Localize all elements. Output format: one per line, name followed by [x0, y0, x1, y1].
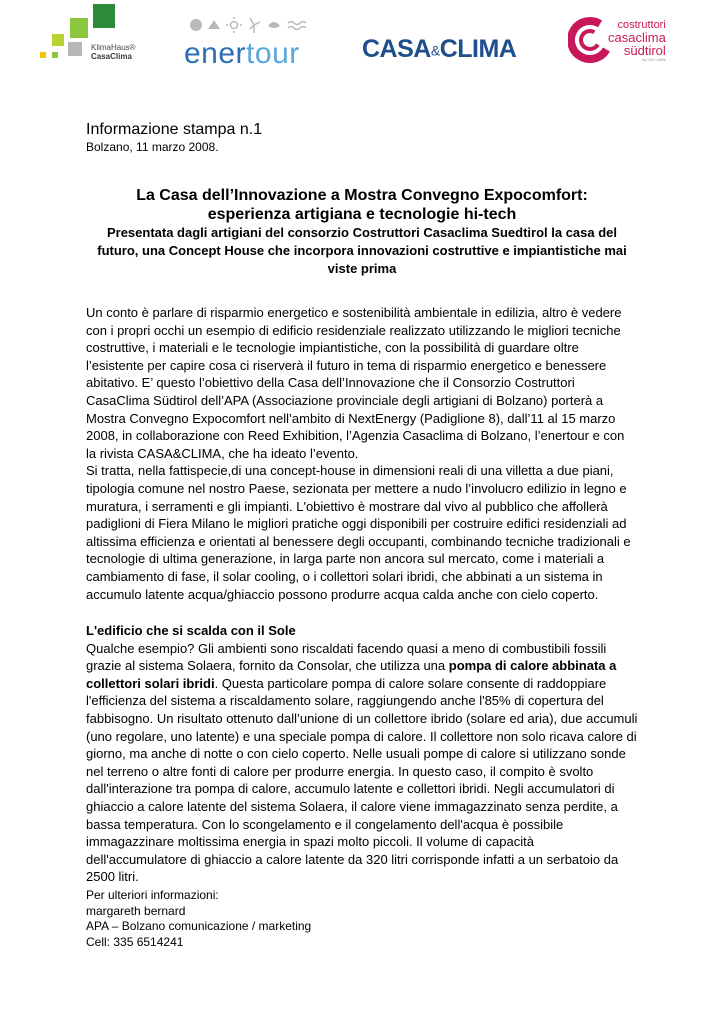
headline-line1: La Casa dell’Innovazione a Mostra Convegno Expocomfort:: [136, 187, 588, 204]
costruttori-casaclima-logo: [568, 12, 668, 74]
costruttori-tagline: by LVH / APA: [642, 57, 666, 62]
enertour-wordmark: [184, 38, 300, 70]
paragraph-solar-heating: [86, 640, 638, 886]
document-title: Informazione stampa n.1: [86, 121, 263, 138]
contact-organization: APA – Bolzano comunicazione / marketing: [86, 919, 312, 933]
casa-clima-magazine-logo: [362, 36, 516, 62]
klimahaus-wordmark: [91, 43, 136, 61]
subheadline: Presentata dagli artigiani del consorzio Costruttori Casaclima Suedtirol la casa del futuro, una Concept House che incorpora innovazioni costruttive e impiantistiche mai viste prima: [97, 225, 627, 276]
enertour-part1: ener: [184, 37, 247, 70]
logo-square-light-green: [70, 18, 88, 38]
contact-phone: Cell: 335 6514241: [86, 934, 184, 949]
costruttori-line3: südtirol: [623, 43, 666, 58]
contact-block: [86, 888, 638, 950]
casaclima-part1: CASA: [362, 35, 431, 63]
headline: [86, 186, 638, 224]
costruttori-wordmark: [608, 20, 666, 63]
section-title: L'edificio che si scalda con il Sole: [86, 623, 296, 639]
paragraph-intro: Un conto è parlare di risparmio energetico e sostenibilità ambientale in edilizia, altro è vedere con i propri occhi un esempio di edificio residenziale realizzato utilizzando le migliori tecniche costruttive, i materiali e le tecnologie impiantistiche, con la possibilità di guardare oltre l’esistente per capire cosa ci riserverà il futuro in tema di risparmio energetico e benessere abitativo. E’ questo l’obiettivo della Casa dell’Innovazione che il Consorzio Costruttori CasaClima Südtirol dell’APA (Associazione provinciale degli artigiani di Bolzano) porterà a Mostra Convegno Expocomfort nell’ambito di NextEnergy (Padiglione 8), dall’11 al 15 marzo 2008, in collaborazione con Reed Exhibition, l’Agenzia Casaclima di Bolzano, l’enertour e con la rivista CASA&CLIMA, che ha ideato l’evento.: [86, 305, 625, 461]
logo-square-yellow: [40, 52, 46, 58]
logo-square-green-small: [52, 52, 58, 58]
press-release-body: [86, 120, 638, 950]
casaclima-amp: &: [430, 42, 440, 59]
logo-square-dark-green: [93, 4, 115, 28]
globe-icon: [190, 19, 202, 31]
casaclima-part2: CLIMA: [439, 35, 517, 63]
contact-name: margareth bernard: [86, 903, 186, 918]
costruttori-line2: casaclima: [608, 30, 666, 45]
klimahaus-line2: CasaClima: [91, 52, 132, 61]
wind-turbine-icon: [250, 18, 260, 33]
paragraph3-text-b: . Questa particolare pompa di calore solare consente di raddoppiare l'efficienza del sistema a riscaldamento solare, raggiungendo anche l'85% di copertura del fabbisogno. Un risultato ottenuto dall’unione di un collettore ibrido (solare ed aria), due accumuli (uno regolare, uno latente) e una speciale pompa di calore. Il collettore non solo ricava calore di giorno, ma anche di notte o con cielo coperto. Nelle usuali pompe di calore si utilizzano sonde nel terreno o altre fonti di calore per produrre energia. In questo caso, il compito è svolto dall'interazione tra pompa di calore, accumulo latente e collettori ibridi. Negli accumulatori di ghiaccio a calore latente del sistema Solaera, il calore viene immagazzinato senza perdite, a bassa temperatura. Con lo scongelamento e il congelamento dell'acqua è possibile immagazzinare moltissima energia in spazi molto piccoli. Il volume di capacità dell'accumulatore di ghiaccio a calore latente da 320 litri corrisponde infatti a un serbatoio da 2500 litri.: [86, 675, 638, 885]
house-icon: [208, 20, 220, 29]
headline-line2: esperienza artigiana e tecnologie hi-tech: [207, 206, 517, 223]
sun-icon: [226, 17, 242, 33]
logo-square-lime: [52, 34, 64, 46]
paragraph3-bold-text: pompa di calore abbinata a collettori solari ibridi: [86, 658, 617, 691]
costruttori-line1: costruttori: [617, 19, 666, 31]
contact-intro: Per ulteriori informazioni:: [86, 888, 219, 902]
klimahaus-casaclima-logo: [38, 4, 136, 70]
enertour-logo: [182, 16, 314, 70]
waves-icon: [288, 22, 306, 30]
document-date: Bolzano, 11 marzo 2008.: [86, 140, 219, 154]
leaf-icon: [268, 22, 280, 28]
logo-header: [0, 0, 724, 80]
paragraph3-text-a: Qualche esempio? Gli ambienti sono riscaldati facendo quasi a meno di combustibili fossili grazie al sistema Solaera, fornito da Consolar, che utilizza una: [86, 640, 607, 674]
enertour-part2: tour: [246, 37, 300, 70]
logo-square-gray: [68, 42, 82, 56]
paragraph-concept-house: Si tratta, nella fattispecie,di una concept-house in dimensioni reali di una villetta a due piani, tipologia comune nel nostro Paese, sezionata per mettere a nudo l’involucro edilizio in legno e muratura, i serramenti e gli impianti. L'obiettivo è mostrare dal vivo al pubblico che affollerà padiglioni di Fiera Milano le migliori pratiche oggi disponibili per costruire edifici residenziali ad altissima efficienza e orientati al benessere degli occupanti, combinando tecniche tradizionali e tecnologie di ultima generazione, in larga parte non ancora sul mercato, come i materiali a cambiamento di fase, il solar cooling, o i collettori solari ibridi, che abbinati a un sistema in accumulo latente acqua/ghiaccio possono produrre acqua calda anche con cielo coperto.: [86, 463, 631, 602]
costruttori-c-icon: [568, 16, 612, 68]
klimahaus-line1: KlimaHaus®: [91, 43, 136, 52]
energy-icons-strip: [188, 16, 308, 34]
